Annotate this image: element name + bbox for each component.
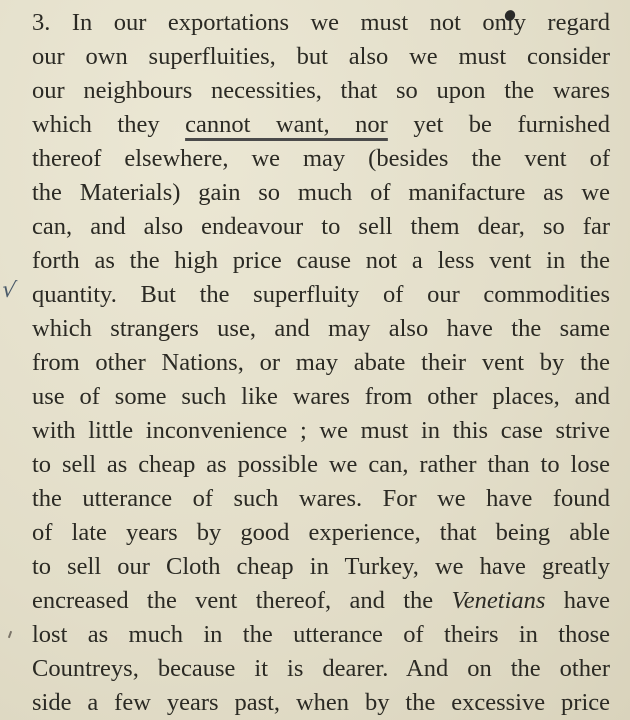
text-line: forth as the high price cause not a less vent in the — [32, 247, 610, 274]
text-line: lost as much in the utterance of theirs in those — [32, 621, 610, 648]
text-span: which they — [32, 111, 186, 138]
text-span: have — [545, 587, 611, 614]
text-line: our neighbours necessities, that so upon the wares — [32, 77, 610, 104]
margin-checkmark: √ — [0, 277, 18, 304]
text-line: side a few years past, when by the excessive price — [32, 689, 610, 716]
text-line: of late years by good experience, that being able — [32, 519, 610, 546]
text-line: 3. In our exportations we must not only regard — [32, 9, 610, 36]
text-line: from other Nations, or may abate their vent by the — [32, 349, 610, 376]
text-line: Countreys, because it is dearer. And on the other — [32, 655, 610, 682]
text-line: to sell as cheap as possible we can, rather than to lose — [32, 451, 610, 478]
text-line: which strangers use, and may also have the same — [32, 315, 610, 342]
text-line: quantity. But the superfluity of our commodities — [32, 281, 610, 308]
text-line: the Materials) gain so much of manifacture as we — [32, 179, 610, 206]
text-line: use of some such like wares from other places, and — [32, 383, 610, 410]
text-line: with little inconvenience ; we must in this case strive — [32, 417, 610, 444]
text-line: our own superfluities, but also we must consider — [32, 43, 610, 70]
underlined-phrase: cannot want, nor — [185, 111, 388, 138]
text-line-underlined — [32, 108, 610, 142]
text-line: thereof elsewhere, we may (besides the vent of — [32, 145, 610, 172]
ink-mark — [8, 631, 12, 638]
text-span: encreased the vent thereof, and the — [32, 587, 452, 614]
text-span: yet be furnished — [387, 111, 610, 138]
text-line: can, and also endeavour to sell them dear, so far — [32, 213, 610, 240]
text-line: to sell our Cloth cheap in Turkey, we have greatly — [32, 553, 610, 580]
text-line: the utterance of such wares. For we have found — [32, 485, 610, 512]
text-line-italic — [32, 584, 610, 618]
italic-word: Venetians — [451, 587, 546, 614]
